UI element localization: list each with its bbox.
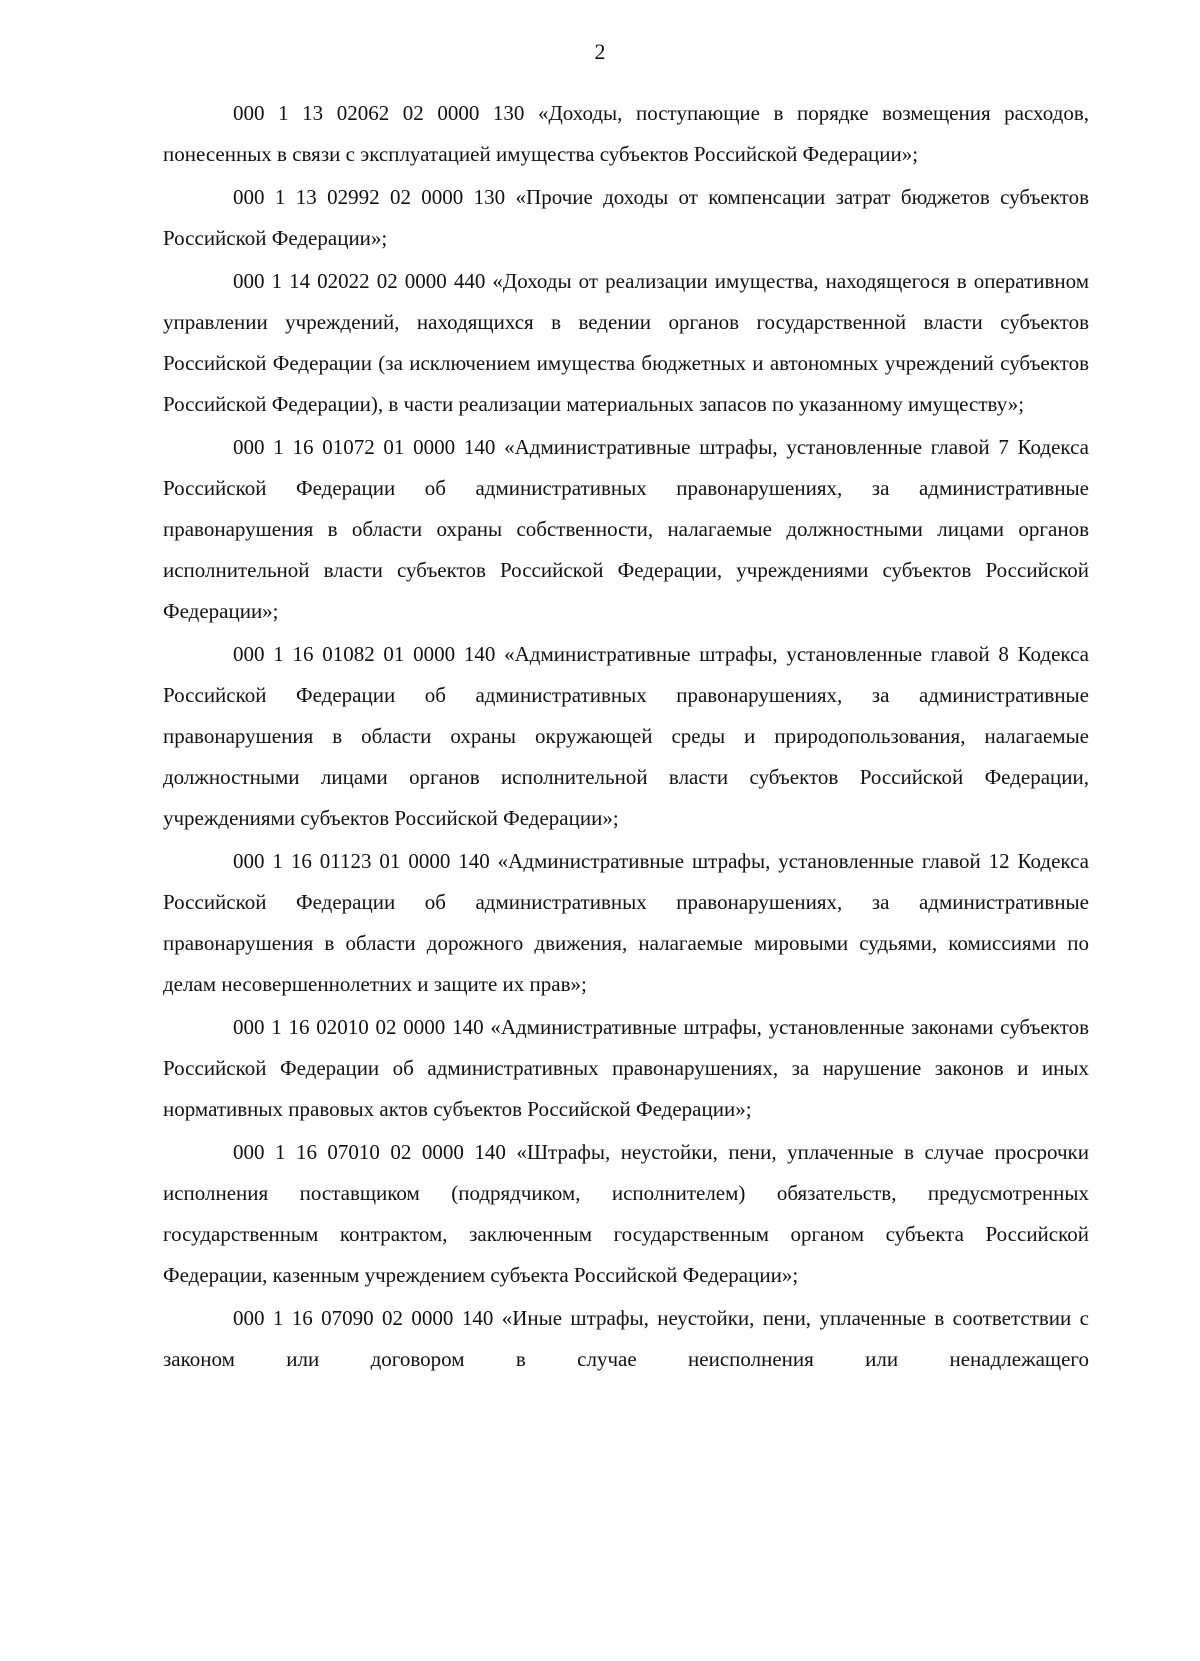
paragraph-income-code-4: 000 1 16 01072 01 0000 140 «Административные штрафы, установленные главой 7 Кодекса Российской Федерации об административных правонарушениях, за административные правонарушения в области охраны собственности, налагаемые должностными лицами органов исполнительной власти субъектов Российской Федерации, учреждениями субъектов Российской Федерации»;: [163, 435, 1089, 623]
paragraph-income-code-1: 000 1 13 02062 02 0000 130 «Доходы, поступающие в порядке возмещения расходов, понесенных в связи с эксплуатацией имущества субъектов Российской Федерации»;: [163, 101, 1089, 166]
paragraph-income-code-3: 000 1 14 02022 02 0000 440 «Доходы от реализации имущества, находящегося в оперативном управлении учреждений, находящихся в ведении органов государственной власти субъектов Российской Федерации (за исключением имущества бюджетных и автономных учреждений субъектов Российской Федерации), в части реализации материальных запасов по указанному имуществу»;: [163, 269, 1089, 416]
paragraph-income-code-7: 000 1 16 02010 02 0000 140 «Административные штрафы, установленные законами субъектов Российской Федерации об административных правонарушениях, за нарушение законов и иных нормативных правовых актов субъектов Российской Федерации»;: [163, 1015, 1089, 1121]
paragraph-income-code-2: 000 1 13 02992 02 0000 130 «Прочие доходы от компенсации затрат бюджетов субъектов Российской Федерации»;: [163, 185, 1089, 250]
paragraph-income-code-8: 000 1 16 07010 02 0000 140 «Штрафы, неустойки, пени, уплаченные в случае просрочки исполнения поставщиком (подрядчиком, исполнителем) обязательств, предусмотренных государственным контрактом, заключенным государственным органом субъекта Российской Федерации, казенным учреждением субъекта Российской Федерации»;: [163, 1140, 1089, 1287]
paragraph-income-code-9: 000 1 16 07090 02 0000 140 «Иные штрафы, неустойки, пени, уплаченные в соответствии с законом или договором в случае неисполнения или ненадлежащего: [163, 1306, 1089, 1371]
page-number: 2: [594, 39, 606, 64]
paragraph-income-code-6: 000 1 16 01123 01 0000 140 «Административные штрафы, установленные главой 12 Кодекса Российской Федерации об административных правонарушениях, за административные правонарушения в области дорожного движения, налагаемые мировыми судьями, комиссиями по делам несовершеннолетних и защите их прав»;: [163, 849, 1089, 996]
paragraph-income-code-5: 000 1 16 01082 01 0000 140 «Административные штрафы, установленные главой 8 Кодекса Российской Федерации об административных правонарушениях, за административные правонарушения в области охраны окружающей среды и природопользования, налагаемые должностными лицами органов исполнительной власти субъектов Российской Федерации, учреждениями субъектов Российской Федерации»;: [163, 642, 1089, 830]
document-body: [163, 93, 1089, 1382]
